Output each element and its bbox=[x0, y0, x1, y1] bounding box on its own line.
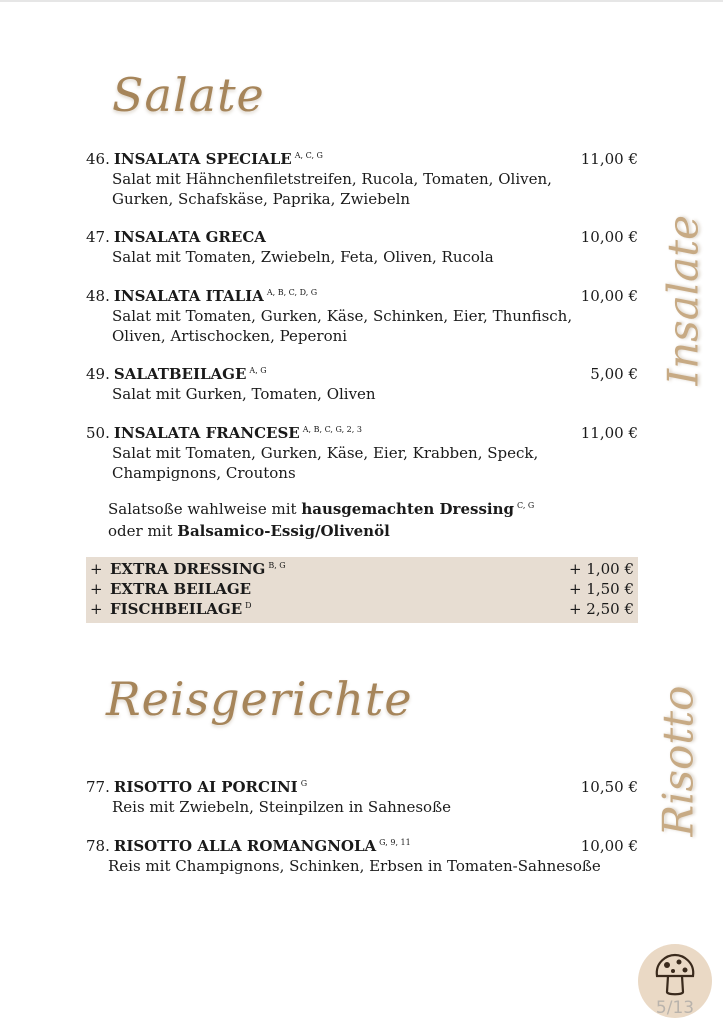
vertical-label-insalate: Insalate bbox=[658, 215, 708, 386]
plus-sign: + bbox=[90, 560, 103, 578]
mushroom-icon bbox=[653, 952, 697, 998]
item-name: INSALATA GRECA bbox=[113, 228, 266, 246]
item-price: 10,00 € bbox=[580, 228, 638, 246]
item-number: 78. bbox=[86, 837, 110, 855]
item-description: Reis mit Zwiebeln, Steinpilzen in Sahnesoße bbox=[112, 798, 451, 816]
plus-sign: + bbox=[90, 580, 103, 598]
note-allergens: C, G bbox=[517, 501, 535, 510]
extra-row bbox=[90, 579, 638, 599]
plus-sign: + bbox=[90, 600, 103, 618]
vertical-label-risotto: Risotto bbox=[653, 685, 703, 837]
extra-row bbox=[90, 599, 638, 619]
item-allergens: G, 9, 11 bbox=[379, 838, 411, 847]
extra-row bbox=[90, 559, 638, 579]
item-number: 48. bbox=[86, 287, 110, 305]
item-description: Salat mit Tomaten, Gurken, Käse, Schinken, Eier, Thunfisch, Oliven, Artischocken, Peperoni bbox=[112, 307, 573, 345]
extra-allergens: D bbox=[245, 601, 252, 610]
item-allergens: A, B, C, G, 2, 3 bbox=[302, 425, 362, 434]
item-number: 77. bbox=[86, 778, 110, 796]
item-name: INSALATA FRANCESE bbox=[113, 424, 300, 442]
menu-item-47 bbox=[86, 227, 638, 267]
item-allergens: A, C, G bbox=[294, 151, 323, 160]
item-description: Salat mit Gurken, Tomaten, Oliven bbox=[112, 385, 376, 403]
item-price: 10,00 € bbox=[580, 287, 638, 305]
note-text: oder mit bbox=[108, 522, 173, 540]
page-number: 5/13 bbox=[655, 998, 695, 1018]
menu-item-77 bbox=[86, 777, 638, 817]
item-allergens: G bbox=[300, 779, 308, 788]
item-number: 50. bbox=[86, 424, 110, 442]
item-description: Salat mit Tomaten, Zwiebeln, Feta, Oliven, Rucola bbox=[112, 248, 494, 266]
item-number: 46. bbox=[86, 150, 110, 168]
extras-box bbox=[86, 557, 638, 623]
item-allergens: A, G bbox=[249, 366, 267, 375]
extra-allergens: B, G bbox=[268, 561, 286, 570]
item-allergens: A, B, C, D, G bbox=[266, 288, 318, 297]
extra-name: FISCHBEILAGE bbox=[110, 600, 243, 618]
page-badge[interactable] bbox=[638, 944, 712, 1018]
extra-price: + 1,00 € bbox=[568, 560, 634, 578]
item-description: Salat mit Tomaten, Gurken, Käse, Eier, Krabben, Speck, Champignons, Croutons bbox=[112, 444, 539, 482]
menu-item-46 bbox=[86, 149, 638, 209]
extra-name: EXTRA BEILAGE bbox=[110, 580, 252, 598]
item-price: 5,00 € bbox=[590, 365, 638, 383]
extra-name: EXTRA DRESSING bbox=[110, 560, 266, 578]
item-price: 11,00 € bbox=[580, 150, 638, 168]
note-bold: Balsamico-Essig/Olivenöl bbox=[177, 522, 390, 540]
note-text: Salatsoße wahlweise mit bbox=[108, 500, 297, 518]
item-number: 49. bbox=[86, 365, 110, 383]
dressing-note bbox=[108, 498, 534, 542]
item-price: 10,00 € bbox=[580, 837, 638, 855]
item-description: Reis mit Champignons, Schinken, Erbsen in Tomaten-Sahnesoße bbox=[108, 857, 601, 875]
menu-item-78 bbox=[86, 836, 638, 876]
item-description: Salat mit Hähnchenfiletstreifen, Rucola, Tomaten, Oliven, Gurken, Schafskäse, Paprika, Zwiebeln bbox=[112, 170, 552, 208]
section-title-reisgerichte: Reisgerichte bbox=[106, 672, 413, 726]
item-price: 11,00 € bbox=[580, 424, 638, 442]
note-bold: hausgemachten Dressing bbox=[301, 500, 514, 518]
item-name: SALATBEILAGE bbox=[113, 365, 247, 383]
top-divider bbox=[0, 0, 723, 2]
section-title-salate: Salate bbox=[112, 68, 265, 122]
item-name: INSALATA ITALIA bbox=[113, 287, 264, 305]
item-name: RISOTTO AI PORCINI bbox=[113, 778, 298, 796]
extra-price: + 1,50 € bbox=[568, 580, 634, 598]
item-price: 10,50 € bbox=[580, 778, 638, 796]
menu-item-50 bbox=[86, 423, 638, 483]
menu-item-49 bbox=[86, 364, 638, 404]
item-number: 47. bbox=[86, 228, 110, 246]
menu-item-48 bbox=[86, 286, 638, 346]
item-name: INSALATA SPECIALE bbox=[113, 150, 292, 168]
item-name: RISOTTO ALLA ROMANGNOLA bbox=[113, 837, 377, 855]
extra-price: + 2,50 € bbox=[568, 600, 634, 618]
